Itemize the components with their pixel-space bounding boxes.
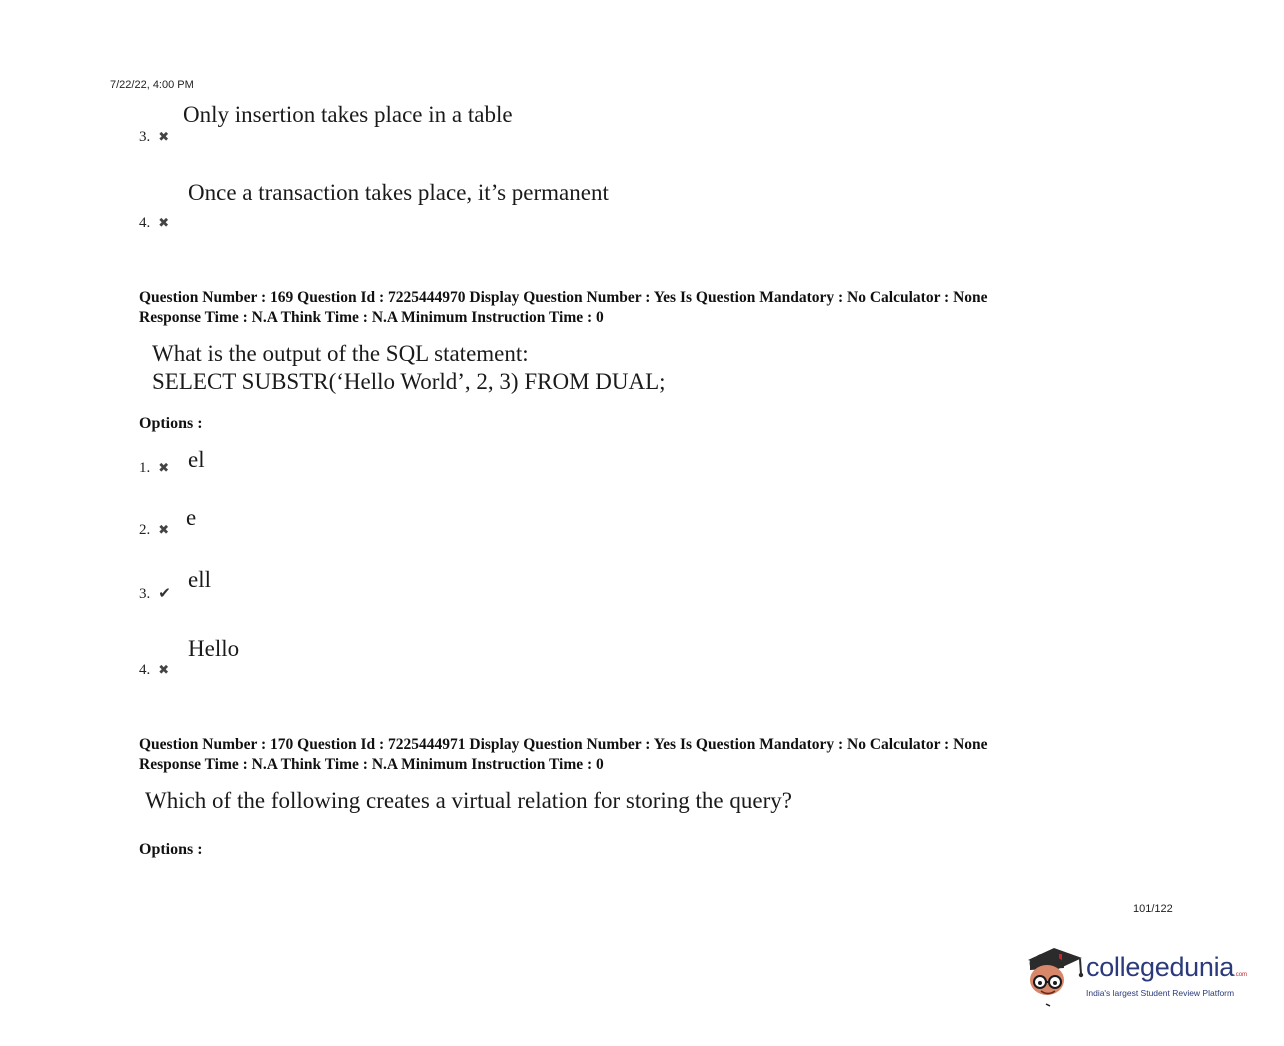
cross-icon: ✖ (158, 662, 170, 677)
q169-option-2-number: 2. (139, 522, 151, 538)
logo-com-suffix: .com (1234, 972, 1248, 978)
cross-icon: ✖ (158, 522, 170, 537)
logo-word: collegedunia (1086, 952, 1235, 982)
cross-icon: ✖ (158, 129, 170, 144)
q170-meta-line2: Response Time : N.A Think Time : N.A Minimum Instruction Time : 0 (139, 756, 604, 773)
prev-option-4-number: 4. (139, 215, 151, 231)
q169-text (152, 340, 666, 396)
q169-option-1-number: 1. (139, 460, 151, 476)
prev-option-4-text: Once a transaction takes place, it’s permanent (188, 180, 609, 205)
prev-option-3-text: Only insertion takes place in a table (183, 102, 513, 127)
q169-option-3 (139, 584, 171, 603)
prev-option-3-number: 3. (139, 129, 151, 145)
q169-option-1 (139, 459, 169, 477)
logo-tagline: India's largest Student Review Platform (1086, 988, 1235, 998)
check-icon: ✔ (158, 586, 171, 602)
collegedunia-logo (1024, 940, 1254, 1010)
q170-meta-line1: Question Number : 170 Question Id : 7225444971 Display Question Number : Yes Is Question Mandatory : No Calculator : None (139, 736, 988, 753)
q169-option-2-text: e (186, 505, 197, 530)
q169-option-2 (139, 521, 169, 539)
mascot-icon (1024, 940, 1086, 1008)
print-timestamp: 7/22/22, 4:00 PM (110, 79, 194, 91)
q169-option-1-text: el (188, 447, 205, 472)
q169-option-4 (139, 661, 169, 679)
prev-option-3 (139, 128, 169, 146)
q169-option-4-number: 4. (139, 662, 151, 678)
q170-options-label: Options : (139, 841, 203, 858)
q169-option-3-text: ell (188, 567, 211, 592)
q170-text: Which of the following creates a virtual relation for storing the query? (145, 788, 792, 813)
q169-option-4-text: Hello (188, 636, 240, 661)
q169-meta (139, 288, 988, 328)
q170-meta (139, 735, 988, 775)
logo-wordmark (1086, 952, 1247, 983)
cross-icon: ✖ (158, 460, 170, 475)
q169-option-3-number: 3. (139, 586, 151, 602)
q169-meta-line1: Question Number : 169 Question Id : 7225444970 Display Question Number : Yes Is Question Mandatory : No Calculator : None (139, 289, 988, 306)
prev-option-4 (139, 214, 169, 232)
q169-text-line2: SELECT SUBSTR(‘Hello World’, 2, 3) FROM DUAL; (152, 369, 666, 394)
cross-icon: ✖ (158, 215, 170, 230)
page-number: 101/122 (1133, 903, 1173, 915)
q169-meta-line2: Response Time : N.A Think Time : N.A Minimum Instruction Time : 0 (139, 309, 604, 326)
q169-options-label: Options : (139, 415, 203, 432)
q169-text-line1: What is the output of the SQL statement: (152, 341, 529, 366)
